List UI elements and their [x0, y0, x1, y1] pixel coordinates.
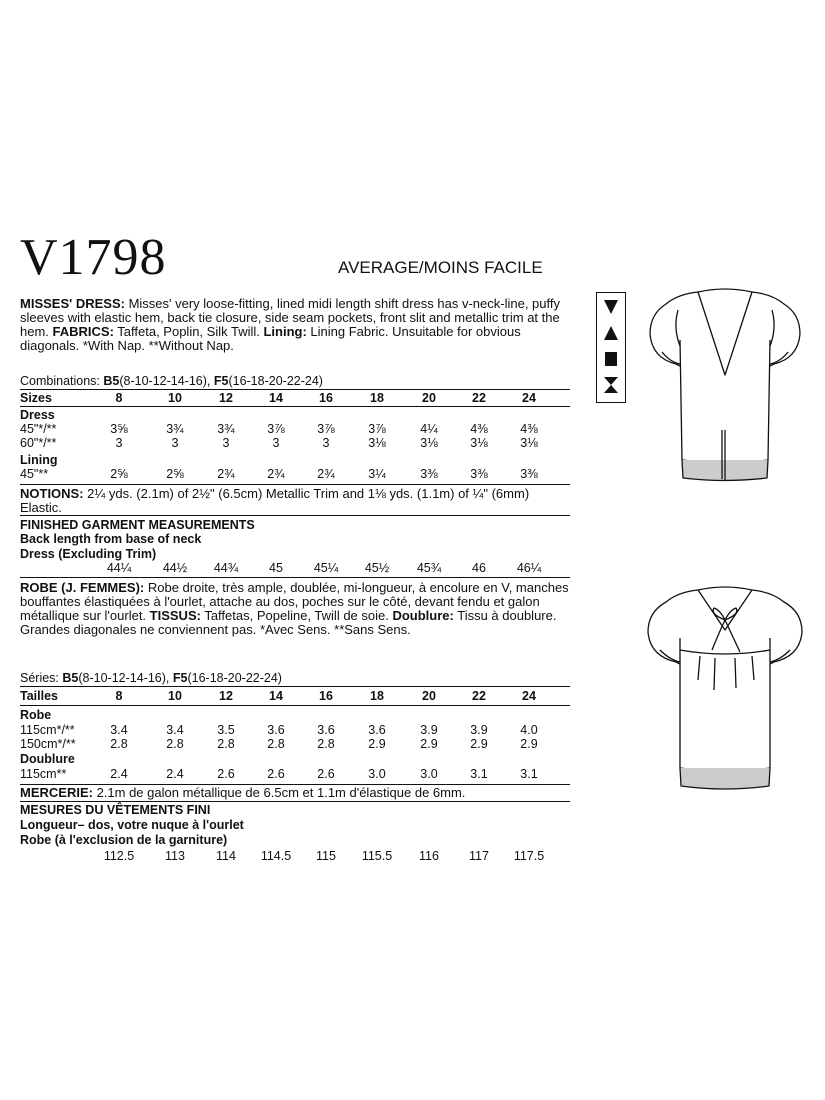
size-cell: 14	[269, 391, 283, 405]
dress-heading: Dress	[20, 408, 55, 422]
pattern-number: V1798	[20, 229, 167, 286]
combo-f5: F5	[172, 671, 188, 685]
series-label: Séries:	[20, 671, 63, 685]
nap-hourglass-icon	[601, 375, 621, 395]
size-cell: 18	[370, 391, 384, 405]
mercerie-text: 2.1m de galon métallique de 6.5cm et 1.1m d'élastique de 6mm.	[92, 785, 466, 800]
doublure-label: Doublure:	[392, 608, 454, 623]
combo-b5-sizes: (8-10-12-14-16),	[119, 374, 214, 388]
size-cell: 20	[422, 391, 436, 405]
table-rule	[20, 389, 570, 390]
nap-symbols-box	[596, 292, 626, 403]
without-nap-square-icon	[601, 349, 621, 369]
description-en	[20, 297, 570, 353]
description-fr-title: ROBE (J. FEMMES):	[20, 580, 145, 595]
finished-values-row-fr: 112.5 113 114 114.5 115 115.5 116 117 117.5	[103, 849, 545, 863]
size-cell: 12	[219, 689, 233, 703]
size-cell: 22	[472, 391, 486, 405]
table-rule	[20, 484, 570, 485]
nap-up-triangle-icon	[601, 323, 621, 343]
tailles-row	[20, 689, 570, 703]
mesures-heading: MESURES DU VÊTEMENTS FINI	[20, 803, 211, 817]
table-row: 45"** 2⅝ 2⅝ 2¾ 2¾ 2¾ 3¼ 3⅜ 3⅜ 3⅜	[20, 467, 538, 481]
robe-excl-label: Robe (à l'exclusion de la garniture)	[20, 833, 228, 847]
notions	[20, 487, 570, 515]
lining-heading: Lining	[20, 453, 58, 467]
combo-f5-sizes: (16-18-20-22-24)	[187, 671, 282, 685]
table-rule	[20, 686, 570, 687]
doublure-heading: Doublure	[20, 752, 75, 766]
lining-label: Lining:	[263, 324, 307, 339]
table-rule	[20, 801, 570, 802]
notions-text: 2¼ yds. (2.1m) of 2½" (6.5cm) Metallic Trim and 1⅛ yds. (1.1m) of ¼" (6mm) Elastic.	[20, 486, 530, 515]
tailles-label: Tailles	[20, 689, 58, 703]
notions-label: NOTIONS:	[20, 486, 84, 501]
dress-front-view	[640, 280, 810, 500]
size-cell: 20	[422, 689, 436, 703]
size-cell: 18	[370, 689, 384, 703]
tissus-text: Taffetas, Popeline, Twill de soie.	[200, 608, 393, 623]
table-rule	[20, 406, 570, 407]
description-title: MISSES' DRESS:	[20, 296, 125, 311]
longueur-label: Longueur– dos, votre nuque à l'ourlet	[20, 818, 244, 832]
table-row: 60"*/** 3 3 3 3 3 3⅛ 3⅛ 3⅛ 3⅛	[20, 436, 538, 450]
doublure-text: Tissu à doublure. Grandes diagonales ne conviennent pas. *Avec Sens. **Sans Sens.	[20, 608, 557, 637]
table-row: 150cm*/** 2.8 2.8 2.8 2.8 2.8 2.9 2.9 2.9 2.9	[20, 737, 538, 751]
size-cell: 22	[472, 689, 486, 703]
sizes-row	[20, 391, 570, 405]
dress-back-view	[640, 580, 810, 800]
combinations-label: Combinations:	[20, 374, 104, 388]
sizes-label: Sizes	[20, 391, 52, 405]
description-fr	[20, 581, 570, 637]
dress-excl-label: Dress (Excluding Trim)	[20, 547, 157, 561]
table-rule	[20, 577, 570, 578]
table-rule	[20, 515, 570, 516]
combo-b5: B5	[103, 374, 120, 388]
size-cell: 16	[319, 689, 333, 703]
nap-down-triangle-icon	[601, 297, 621, 317]
tissus-label: TISSUS:	[149, 608, 201, 623]
finished-heading: FINISHED GARMENT MEASUREMENTS	[20, 518, 255, 532]
mercerie-label: MERCERIE:	[20, 785, 93, 800]
combo-b5: B5	[62, 671, 79, 685]
fabrics-label: FABRICS:	[52, 324, 114, 339]
mercerie	[20, 786, 570, 800]
size-cell: 8	[115, 391, 123, 405]
fabrics-text: Taffeta, Poplin, Silk Twill.	[113, 324, 264, 339]
series-row	[20, 671, 570, 685]
size-cell: 8	[115, 689, 123, 703]
table-row: 45"*/** 3⅝ 3¾ 3¾ 3⅞ 3⅞ 3⅞ 4¼ 4⅜ 4⅜	[20, 422, 538, 436]
size-cell: 24	[522, 689, 536, 703]
size-cell: 12	[219, 391, 233, 405]
description-text: Misses' very loose-fitting, lined midi length shift dress has v-neck-line, puffy sleeves with elastic hem, back tie closure, side seam pockets, front slit and metallic trim at the hem.	[20, 296, 560, 339]
description-fr-text: Robe droite, très ample, doublée, mi-longueur, à encolure en V, manches bouffantes élastiquées à l'ourlet, attache au dos, poches sur le côté, devant fendu et galon métallique sur l'ourlet.	[20, 580, 569, 623]
lining-text: Lining Fabric. Unsuitable for obvious diagonals. *With Nap. **Without Nap.	[20, 324, 521, 353]
combo-f5: F5	[213, 374, 229, 388]
robe-heading: Robe	[20, 708, 52, 722]
difficulty-label: AVERAGE/MOINS FACILE	[338, 258, 543, 277]
size-cell: 10	[168, 689, 182, 703]
back-length-label: Back length from base of neck	[20, 532, 202, 546]
size-cell: 14	[269, 689, 283, 703]
finished-values-row: 44¼ 44½ 44¾ 45 45¼ 45½ 45¾ 46 46¼	[106, 561, 542, 575]
table-rule	[20, 705, 570, 706]
table-row: 115cm** 2.4 2.4 2.6 2.6 2.6 3.0 3.0 3.1 3.1	[20, 767, 538, 781]
size-cell: 24	[522, 391, 536, 405]
table-row: 115cm*/** 3.4 3.4 3.5 3.6 3.6 3.6 3.9 3.9 4.0	[20, 723, 538, 737]
combo-b5-sizes: (8-10-12-14-16),	[78, 671, 173, 685]
combo-f5-sizes: (16-18-20-22-24)	[228, 374, 323, 388]
size-cell: 10	[168, 391, 182, 405]
size-cell: 16	[319, 391, 333, 405]
combinations-row	[20, 374, 570, 388]
